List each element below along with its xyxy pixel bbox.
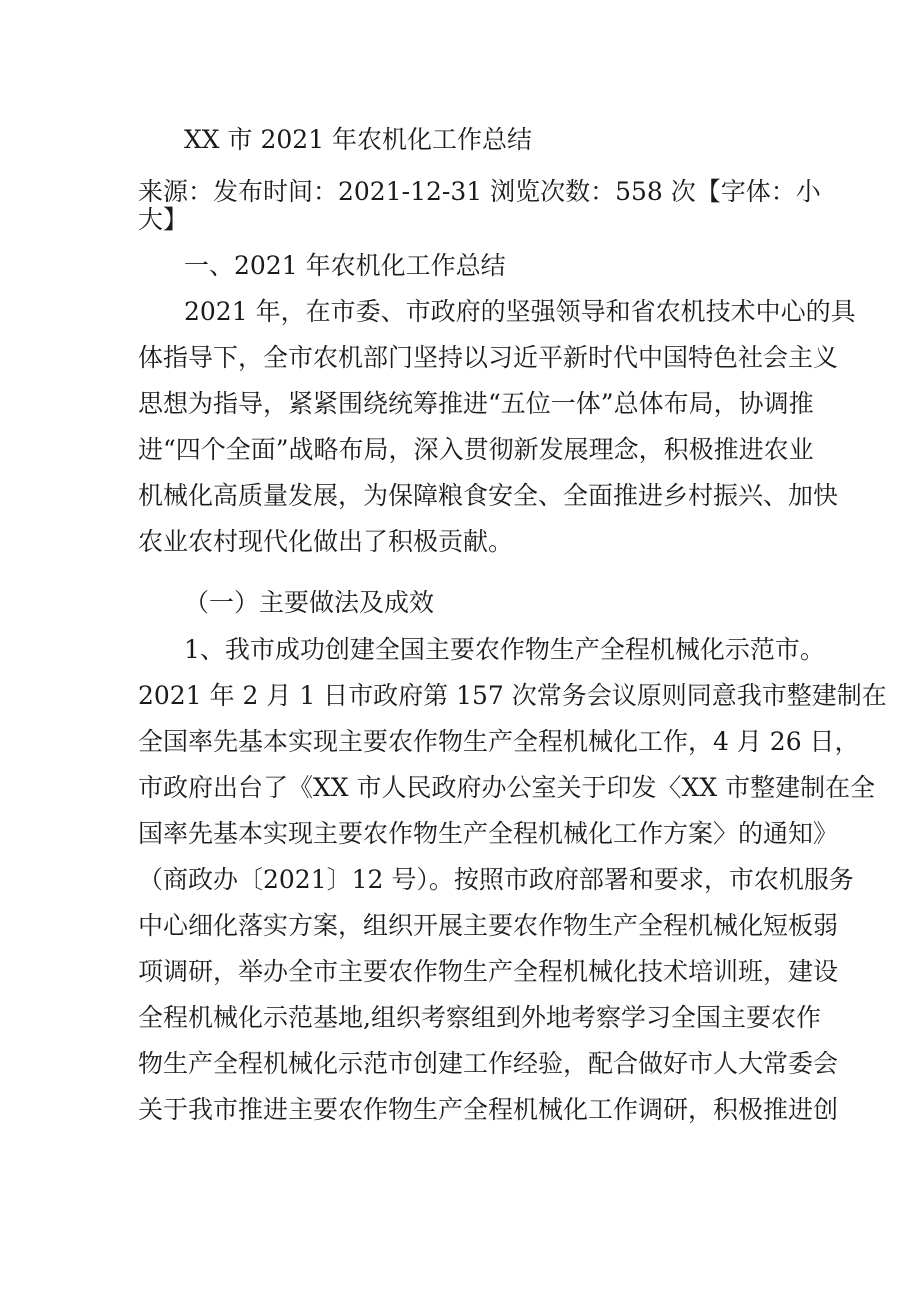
paragraph-line: 项调研，举办全市主要农作物生产全程机械化技术培训班，建设 <box>138 957 839 986</box>
paragraph-line: 全国率先基本实现主要农作物生产全程机械化工作，4 月 26 日， <box>138 727 860 756</box>
paragraph-line: 思想为指导，紧紧围绕统筹推进“五位一体”总体布局，协调推 <box>138 389 814 418</box>
paragraph-line: 关于我市推进主要农作物生产全程机械化工作调研，积极推进创 <box>138 1095 839 1124</box>
paragraph-line: 中心细化落实方案，组织开展主要农作物生产全程机械化短板弱 <box>138 911 839 940</box>
paragraph-line: 进“四个全面”战略布局，深入贯彻新发展理念，积极推进农业 <box>138 435 814 464</box>
paragraph-line: （商政办〔2021〕12 号）。按照市政府部署和要求，市农机服务 <box>138 865 854 894</box>
paragraph-line: 国率先基本实现主要农作物生产全程机械化工作方案〉的通知》 <box>138 819 839 848</box>
paragraph-line: 1、我市成功创建全国主要农作物生产全程机械化示范市。 <box>184 635 825 664</box>
meta-line: 来源：发布时间：2021-12-31 浏览次数：558 次【字体：小 <box>138 177 821 206</box>
subsection-heading: （一）主要做法及成效 <box>184 588 435 617</box>
paragraph-line: 体指导下，全市农机部门坚持以习近平新时代中国特色社会主义 <box>138 343 839 372</box>
paragraph-line: 2021 年，在市委、市政府的坚强领导和省农机技术中心的具 <box>184 297 856 326</box>
paragraph-line: 全程机械化示范基地,组织考察组到外地考察学习全国主要农作 <box>138 1003 821 1032</box>
section-heading: 一、2021 年农机化工作总结 <box>184 251 506 280</box>
paragraph-line: 机械化高质量发展，为保障粮食安全、全面推进乡村振兴、加快 <box>138 481 839 510</box>
paragraph-line: 2021 年 2 月 1 日市政府第 157 次常务会议原则同意我市整建制在 <box>138 681 887 710</box>
paragraph-line: 物生产全程机械化示范市创建工作经验，配合做好市人大常委会 <box>138 1049 839 1078</box>
meta-line-continued: 大】 <box>138 205 189 234</box>
document-title: XX 市 2021 年农机化工作总结 <box>184 125 533 154</box>
paragraph-line: 农业农村现代化做出了积极贡献。 <box>138 527 514 556</box>
paragraph-line: 市政府出台了《XX 市人民政府办公室关于印发〈XX 市整建制在全 <box>138 773 876 802</box>
